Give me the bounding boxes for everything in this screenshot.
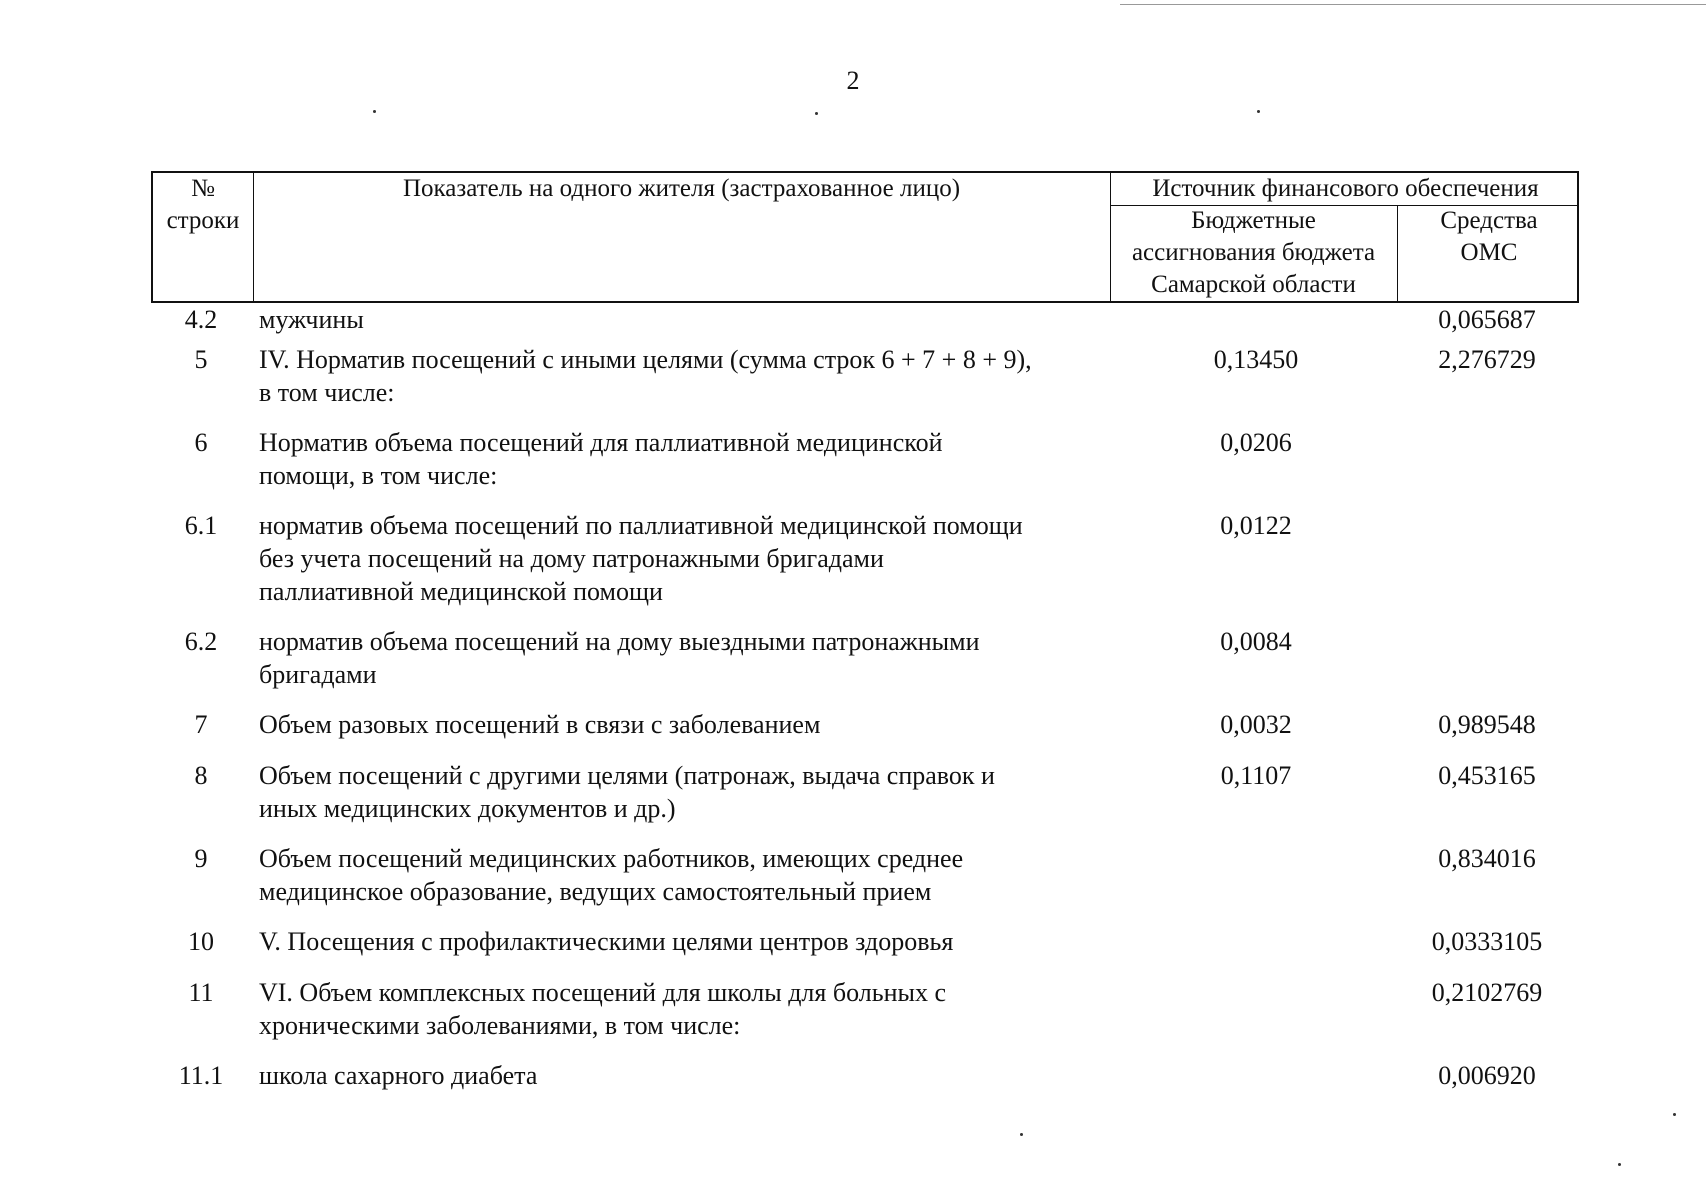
row-indicator: IV. Норматив посещений с иными целями (сумма строк 6 + 7 + 8 + 9), в том числе: bbox=[259, 345, 1032, 407]
row-number: 8 bbox=[194, 761, 208, 790]
row-number: 6.1 bbox=[184, 511, 218, 540]
header-oms: Средства ОМС bbox=[1440, 207, 1538, 266]
row-oms: 0,2102769 bbox=[1431, 978, 1543, 1007]
row-number: 6.2 bbox=[184, 627, 218, 656]
scan-speck bbox=[1020, 1133, 1023, 1136]
row-oms: 2,276729 bbox=[1438, 345, 1536, 374]
row-indicator: Объем разовых посещений в связи с заболеванием bbox=[259, 710, 821, 739]
row-budget: 0,0032 bbox=[1220, 710, 1292, 739]
header-indicator: Показатель на одного жителя (застрахованное лицо) bbox=[402, 175, 961, 202]
row-indicator: Норматив объема посещений для паллиативной медицинской помощи, в том числе: bbox=[259, 428, 943, 490]
row-number: 4.2 bbox=[184, 305, 218, 334]
row-budget: 0,0084 bbox=[1220, 627, 1292, 656]
row-indicator: VI. Объем комплексных посещений для школы для больных с хроническими заболеваниями, в том числе: bbox=[259, 978, 946, 1040]
row-number: 6 bbox=[194, 428, 208, 457]
row-number: 9 bbox=[194, 844, 208, 873]
row-oms: 0,834016 bbox=[1438, 844, 1536, 873]
scan-speck bbox=[815, 112, 818, 115]
scan-speck bbox=[373, 110, 376, 113]
row-indicator: мужчины bbox=[259, 305, 364, 334]
row-oms: 0,006920 bbox=[1438, 1061, 1536, 1090]
scan-speck bbox=[1257, 110, 1260, 113]
row-oms: 0,989548 bbox=[1438, 710, 1536, 739]
header-funding-source: Источник финансового обеспечения bbox=[1152, 175, 1539, 202]
page-number: 2 bbox=[846, 66, 860, 95]
scan-speck bbox=[1673, 1113, 1676, 1116]
row-budget: 0,0122 bbox=[1220, 511, 1292, 540]
row-number: 5 bbox=[194, 345, 208, 374]
row-indicator: норматив объема посещений на дому выездными патронажными бригадами bbox=[259, 627, 980, 689]
row-oms: 0,065687 bbox=[1438, 305, 1536, 334]
row-number: 10 bbox=[188, 927, 214, 956]
header-budget: Бюджетные ассигнования бюджета Самарской области bbox=[1131, 207, 1376, 298]
row-indicator: Объем посещений с другими целями (патронаж, выдача справок и иных медицинских документов и др.) bbox=[259, 761, 995, 823]
row-oms: 0,453165 bbox=[1438, 761, 1536, 790]
row-budget: 0,1107 bbox=[1220, 761, 1292, 790]
row-number: 7 bbox=[194, 710, 208, 739]
row-indicator: Объем посещений медицинских работников, имеющих среднее медицинское образование, ведущих самостоятельный прием bbox=[259, 844, 964, 906]
row-indicator: V. Посещения с профилактическими целями центров здоровья bbox=[259, 927, 954, 956]
row-indicator: школа сахарного диабета bbox=[259, 1061, 538, 1090]
table-header bbox=[151, 171, 1579, 303]
row-number: 11 bbox=[188, 978, 214, 1007]
scan-speck bbox=[1618, 1163, 1621, 1166]
scan-edge-line bbox=[1120, 4, 1706, 5]
header-row-number: № строки bbox=[166, 175, 240, 234]
row-number: 11.1 bbox=[178, 1061, 224, 1090]
row-oms: 0,0333105 bbox=[1431, 927, 1543, 956]
row-budget: 0,0206 bbox=[1220, 428, 1292, 457]
row-indicator: норматив объема посещений по паллиативной медицинской помощи без учета посещений на дому патронажными бригадами паллиативной медицинской помощи bbox=[259, 511, 1023, 606]
row-budget: 0,13450 bbox=[1213, 345, 1299, 374]
